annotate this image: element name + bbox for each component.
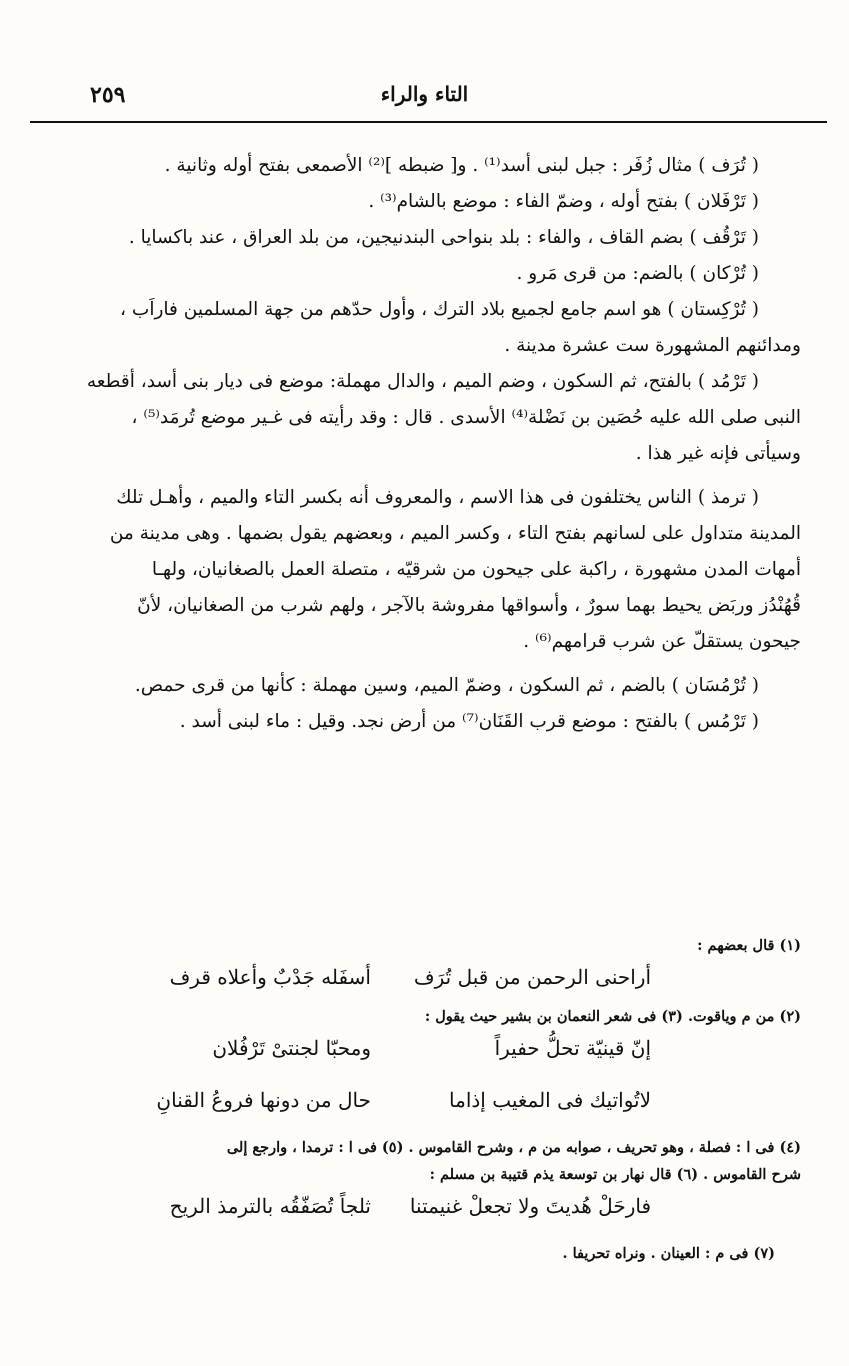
paragraph-gap [40, 660, 801, 668]
footnotes [40, 932, 801, 1267]
text-line: النبى صلى الله عليه حُصَين بن نَضْلة⁽⁴⁾ الأسدى . قال : وقد رأيته فى غـير موضع تُرمَد⁽⁵⁾ ، [131, 407, 801, 428]
text-line: المدينة متداول على لسانهم بفتح التاء ، وكسر الميم ، وبعضهم يقول بضمها . وهى مدينة من [109, 523, 801, 544]
text-line: قُهُنْدُز وربَض يحيط بهما سورٌ ، وأسواقها مفروشة بالآجر ، ولهم شرب من الصغانيان، لأنّ [137, 595, 801, 616]
header-rule [30, 121, 827, 123]
text-line: ( تُرَف ) مثال زُفَر : جبل لبنى أسد⁽¹⁾ . و[ ضبطه ]⁽²⁾ الأصمعى بفتح أوله وثانية . [164, 155, 759, 176]
verse-3 [40, 1082, 801, 1134]
verse-hemistich: إنّ قينيّة تحلُّ حفيراً [494, 1036, 651, 1060]
text-line: ( تَرْقُف ) بضم القاف ، والفاء : بلد بنواحى البندنيجين، من بلد العراق ، عند باكسايا . [128, 227, 759, 248]
verse-hemistich: فارحَلْ هُديتَ ولا تجعلْ غنيمتنا [409, 1194, 651, 1218]
running-title: التاء والراء [380, 82, 469, 106]
footnote-4-5: (٤) فى ا : فصلة ، وهو تحريف ، صوابه من م ، وشرح القاموس . (٥) فى ا : ترمدا ، وارجع إلى [226, 1139, 801, 1156]
verse-hemistich: لاتُواتيك فى المغيب إذاما [449, 1088, 651, 1112]
footnote-1: (١) قال بعضهم : [697, 937, 801, 954]
footnote-7: (٧) فى م : العينان . ونراه تحريفا . [562, 1245, 775, 1262]
footnote-2-3: (٢) من م وياقوت. (٣) فى شعر النعمان بن بشير حيث يقول : [424, 1008, 801, 1025]
page-header [30, 82, 819, 118]
text-line: جيحون يستقلّ عن شرب قرامهم⁽⁶⁾ . [523, 631, 801, 652]
text-line: وسيأتى فإنه غير هذا . [635, 443, 801, 464]
verse-2 [40, 1030, 801, 1082]
text-line: ( ترمذ ) الناس يختلفون فى هذا الاسم ، والمعروف أنه بكسر التاء والميم ، وأهـل تلك [116, 487, 759, 508]
text-line: ( تُرْكِستان ) هو اسم جامع لجميع بلاد الترك ، وأول حدّهم من جهة المسلمين فاراَب ، [120, 299, 759, 320]
verse-hemistich: حال من دونها فروعُ القنانِ [156, 1088, 371, 1112]
verse-hemistich: ثلجاً تُصَفّقُه بالترمذ الريح [169, 1194, 371, 1218]
verse-hemistich: ومحبّا لجنتىْ تَرْفُلان [212, 1036, 371, 1060]
paragraph-gap [40, 472, 801, 480]
text-line: ( تَرْفَلان ) بفتح أوله ، وضمّ الفاء : موضع بالشام⁽³⁾ . [368, 191, 759, 212]
verse-4 [40, 1188, 801, 1240]
text-line: أمهات المدن مشهورة ، راكبة على جيحون من شرقيّه ، متصلة العمل بالصغانيان، ولهـا [151, 559, 801, 580]
page-number: ٢٥٩ [90, 82, 126, 108]
verse-1 [40, 959, 801, 1003]
main-text [40, 148, 801, 740]
verse-hemistich: أسفَله جَدْبٌ وأعلاه قرف [169, 965, 371, 989]
text-line: ( تَرْمُد ) بالفتح، ثم السكون ، وضم الميم ، والدال مهملة: موضع فى ديار بنى أسد، أقطعه [86, 371, 759, 392]
text-line: ( تُرْكان ) بالضم: من قرى مَرو . [516, 263, 759, 284]
text-line: ( تَرْمُس ) بالفتح : موضع قرب القَنَان⁽⁷⁾ من أرض نجد. وقيل : ماء لبنى أسد . [179, 711, 759, 732]
text-line: ومدائنهم المشهورة ست عشرة مدينة . [504, 335, 801, 356]
text-line: ( تُرْمُسَان ) بالضم ، ثم السكون ، وضمّ الميم، وسين مهملة : كأنها من قرى حمص. [134, 675, 759, 696]
verse-hemistich: أراحنى الرحمن من قبل تُرَف [413, 965, 651, 989]
footnote-5-6: شرح القاموس . (٦) قال نهار بن توسعة يذم قتيبة بن مسلم : [429, 1166, 801, 1183]
